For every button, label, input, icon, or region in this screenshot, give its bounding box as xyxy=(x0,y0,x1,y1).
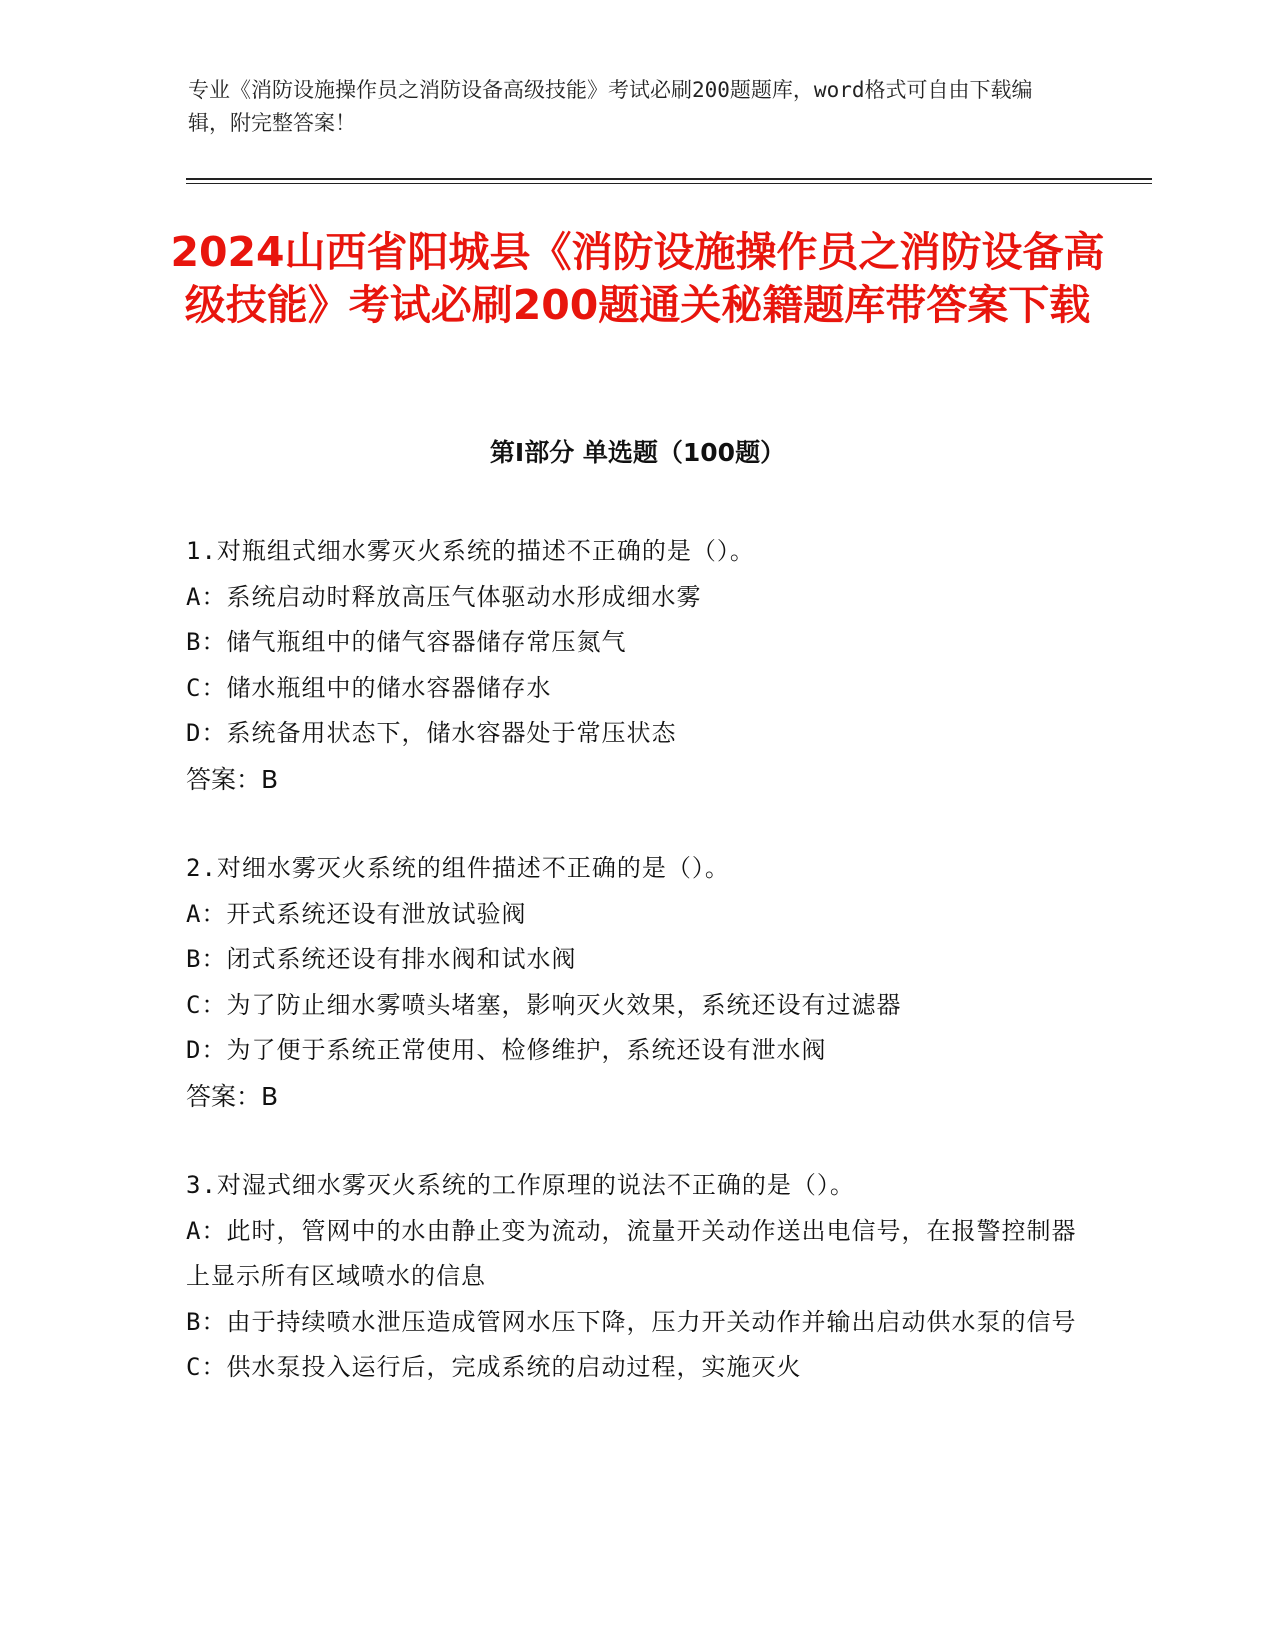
option-a: A：此时，管网中的水由静止变为流动，流量开关动作送出电信号，在报警控制器上显示所有区域喷水的信息 xyxy=(186,1216,1077,1290)
option-b: B：闭式系统还设有排水阀和试水阀 xyxy=(186,945,577,973)
option-a: A：开式系统还设有泄放试验阀 xyxy=(186,899,527,928)
option-a: A：系统启动时释放高压气体驱动水形成细水雾 xyxy=(186,582,702,611)
header-divider-bottom xyxy=(186,183,1152,184)
option-d: D：系统备用状态下，储水容器处于常压状态 xyxy=(186,719,677,747)
question-stem: 3.对湿式细水雾灭火系统的工作原理的说法不正确的是（）。 xyxy=(186,1171,855,1199)
question-list xyxy=(186,529,1086,1435)
answer-label: 答案： xyxy=(186,1081,262,1111)
header-note: 专业《消防设施操作员之消防设备高级技能》考试必刷200题题库，word格式可自由下载编辑，附完整答案！ xyxy=(188,78,1033,135)
question-1 xyxy=(186,529,1086,802)
answer-label: 答案： xyxy=(186,764,262,794)
question-stem: 1.对瓶组式细水雾灭火系统的描述不正确的是（）。 xyxy=(186,537,755,565)
option-c: C：为了防止细水雾喷头堵塞，影响灭火效果，系统还设有过滤器 xyxy=(186,990,902,1019)
answer-line xyxy=(186,1074,1086,1120)
answer-value: B xyxy=(261,764,279,794)
option-c: C：供水泵投入运行后，完成系统的启动过程，实施灭火 xyxy=(186,1353,802,1381)
document-title: 2024山西省阳城县《消防设施操作员之消防设备高级技能》考试必刷200题通关秘籍题库带答案下载 xyxy=(170,228,1105,329)
question-3 xyxy=(186,1163,1086,1391)
option-d: D：为了便于系统正常使用、检修维护，系统还设有泄水阀 xyxy=(186,1036,827,1064)
option-b: B：储气瓶组中的储气容器储存常压氮气 xyxy=(186,628,627,656)
question-stem: 2.对细水雾灭火系统的组件描述不正确的是（）。 xyxy=(186,854,730,882)
option-b: B：由于持续喷水泄压造成管网水压下降，压力开关动作并输出启动供水泵的信号 xyxy=(186,1307,1077,1336)
question-2 xyxy=(186,846,1086,1119)
answer-line xyxy=(186,757,1086,803)
option-c: C：储水瓶组中的储水容器储存水 xyxy=(186,673,552,702)
header-divider-top xyxy=(186,178,1152,180)
answer-value: B xyxy=(261,1081,279,1111)
section-title: 第I部分 单选题（100题） xyxy=(489,438,786,467)
